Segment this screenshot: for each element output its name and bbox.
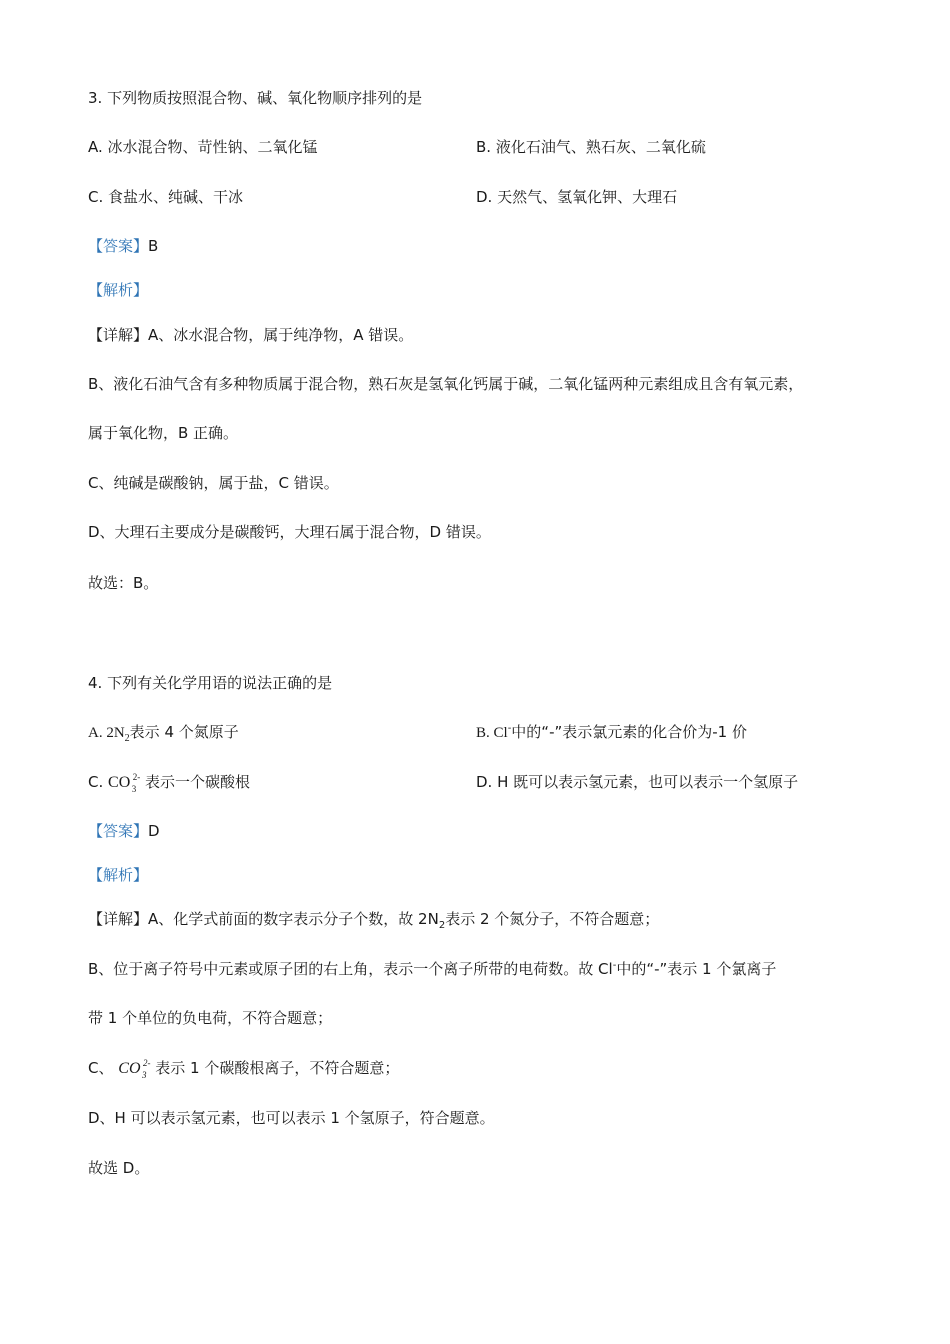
- option-a-text: 表示 4 个氮原子: [129, 723, 239, 741]
- carbonate-ion-formula: [108, 773, 140, 793]
- formula-base: CO: [118, 1060, 141, 1077]
- q3-detail-line-2: B、液化石油气含有多种物质属于混合物，熟石灰是氢氧化钙属于碱，二氧化锰两种元素组成且含有氧元素，: [88, 375, 804, 393]
- option-a-subscript: 2: [124, 733, 130, 744]
- detail-text: A、冰水混合物，属于纯净物，A 错误。: [148, 326, 414, 344]
- answer-tag: 【答案】: [88, 237, 149, 255]
- detail-text-end: 表示 1 个碳酸根离子，不符合题意；: [155, 1059, 400, 1077]
- q3-option-a: A. 冰水混合物、苛性钠、二氧化锰: [88, 138, 318, 156]
- formula-subscript: 3: [131, 784, 137, 794]
- q4-detail-line-3: 带 1 个单位的负电荷，不符合题意；: [88, 1009, 333, 1027]
- q3-option-b: B. 液化石油气、熟石灰、二氧化硫: [476, 138, 706, 156]
- option-b-formula: B. Cl: [476, 725, 508, 741]
- carbonate-ion-formula: [118, 1059, 150, 1079]
- option-a-formula: A. 2N: [88, 725, 125, 741]
- answer-value: B: [148, 237, 159, 255]
- q4-option-c: [88, 772, 250, 793]
- q4-answer: [88, 821, 160, 841]
- detail-tag: 【详解】: [88, 326, 149, 344]
- q4-detail-line-1: [88, 909, 659, 929]
- q3-detail-line-3: 属于氧化物，B 正确。: [88, 424, 239, 442]
- q3-analysis-tag: 【解析】: [88, 281, 149, 299]
- q4-option-b: [476, 722, 747, 743]
- q4-analysis-tag: 【解析】: [88, 866, 149, 884]
- q4-detail-line-2: [88, 959, 776, 979]
- detail-text-end: 中的“-”表示 1 个氯离子: [616, 960, 777, 978]
- formula-charge: 2-: [132, 772, 141, 782]
- answer-tag: 【答案】: [88, 822, 149, 840]
- q3-detail-line-4: C、纯碱是碳酸钠，属于盐，C 错误。: [88, 474, 339, 492]
- option-c-text: 表示一个碳酸根: [145, 773, 251, 791]
- q4-option-d: D. H 既可以表示氢元素，也可以表示一个氢原子: [476, 773, 799, 791]
- q3-detail-line-1: [88, 325, 413, 345]
- answer-value: D: [148, 822, 160, 840]
- detail-text: C、: [88, 1059, 114, 1077]
- formula-base: CO: [108, 774, 131, 791]
- q3-option-d: D. 天然气、氢氧化钾、大理石: [476, 188, 678, 206]
- option-c-label: C.: [88, 773, 104, 791]
- formula-charge: 2-: [143, 1058, 151, 1068]
- detail-superscript: -: [612, 960, 617, 971]
- q4-detail-line-5: D、H 可以表示氢元素，也可以表示 1 个氢原子，符合题意。: [88, 1109, 495, 1127]
- option-b-superscript: -: [507, 723, 512, 734]
- option-b-text: 中的“-”表示氯元素的化合价为-1 价: [511, 723, 747, 741]
- q4-detail-line-4: [88, 1058, 399, 1079]
- q4-conclusion: 故选 D。: [88, 1159, 150, 1177]
- detail-text-end: 表示 2 个氮分子，不符合题意；: [445, 910, 660, 928]
- q4-option-a: [88, 722, 239, 743]
- q4-stem: 4. 下列有关化学用语的说法正确的是: [88, 674, 333, 692]
- detail-text: A、化学式前面的数字表示分子个数，故 2N: [148, 910, 439, 928]
- q3-option-c: C. 食盐水、纯碱、干冰: [88, 188, 244, 206]
- detail-subscript: 2: [438, 920, 446, 931]
- detail-text: B、位于离子符号中元素或原子团的右上角，表示一个离子所带的电荷数。故 Cl: [88, 960, 613, 978]
- q3-answer: [88, 236, 158, 256]
- detail-tag: 【详解】: [88, 910, 149, 928]
- q3-stem: 3. 下列物质按照混合物、碱、氧化物顺序排列的是: [88, 89, 423, 107]
- q3-detail-line-5: D、大理石主要成分是碳酸钙，大理石属于混合物，D 错误。: [88, 523, 491, 541]
- q3-conclusion: 故选：B。: [88, 574, 159, 592]
- formula-subscript: 3: [142, 1070, 147, 1080]
